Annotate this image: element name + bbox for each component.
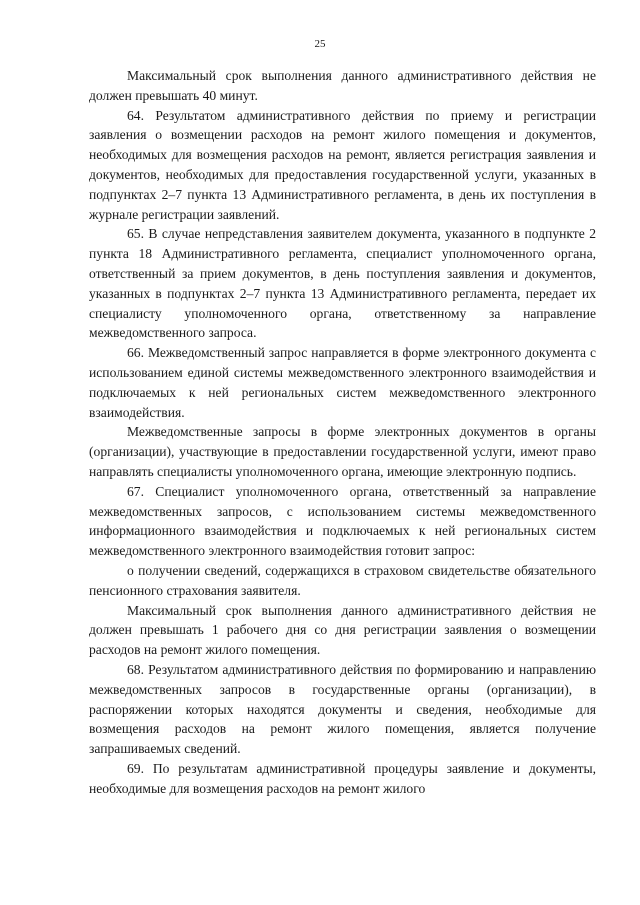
paragraph-item-68: 68. Результатом административного действия по формированию и направлению межведомственных запросов в государственные органы (организации), в распоряжении которых находятся документы и сведения, необходимые для возмещения расходов на ремонт жилого помещения, является получение запрашиваемых сведений. (89, 661, 596, 757)
document-body (89, 66, 596, 798)
paragraph-item-64: 64. Результатом административного действия по приему и регистрации заявления о возмещении расходов на ремонт жилого помещения и документов, необходимых для возмещения расходов на ремонт, является регистрация заявления и документов, необходимых для предоставления государственной услуги, указанных в подпунктах 2–7 пункта 13 Административного регламента, в день их поступления в журнале регистрации заявлений. (89, 107, 596, 222)
paragraph-item-69: 69. По результатам административной процедуры заявление и документы, необходимые для возмещения расходов на ремонт жилого (89, 760, 596, 796)
paragraph: о получении сведений, содержащихся в страховом свидетельстве обязательного пенсионного страхования заявителя. (89, 562, 596, 598)
paragraph: Максимальный срок выполнения данного административного действия не должен превышать 1 рабочего дня со дня регистрации заявления о возмещении расходов на ремонт жилого помещения. (89, 602, 596, 658)
paragraph: Межведомственные запросы в форме электронных документов в органы (организации), участвующие в предоставлении государственной услуги, имеют право направлять специалисты уполномоченного органа, имеющие электронную подпись. (89, 424, 596, 479)
paragraph-item-65: 65. В случае непредставления заявителем документа, указанного в подпункте 2 пункта 18 Административного регламента, специалист уполномоченного органа, ответственный за прием документов, в день поступления заявления и документов, указанных в подпунктах 2–7 пункта 13 Административного регламента, передает их специалисту уполномоченного органа, ответственному за направление межведомственного запроса. (89, 226, 596, 341)
page-number: 25 (314, 38, 326, 50)
paragraph-item-67: 67. Специалист уполномоченного органа, ответственный за направление межведомственных запросов, с использованием системы межведомственного информационного взаимодействия и подключаемых к ней региональных систем межведомственного электронного взаимодействия готовит запрос: (89, 483, 596, 559)
paragraph-item-66: 66. Межведомственный запрос направляется в форме электронного документа с использованием единой системы межведомственного электронного взаимодействия и подключаемых к ней региональных систем межведомственного электронного взаимодействия. (89, 345, 596, 420)
paragraph: Максимальный срок выполнения данного административного действия не должен превышать 40 минут. (89, 68, 596, 103)
